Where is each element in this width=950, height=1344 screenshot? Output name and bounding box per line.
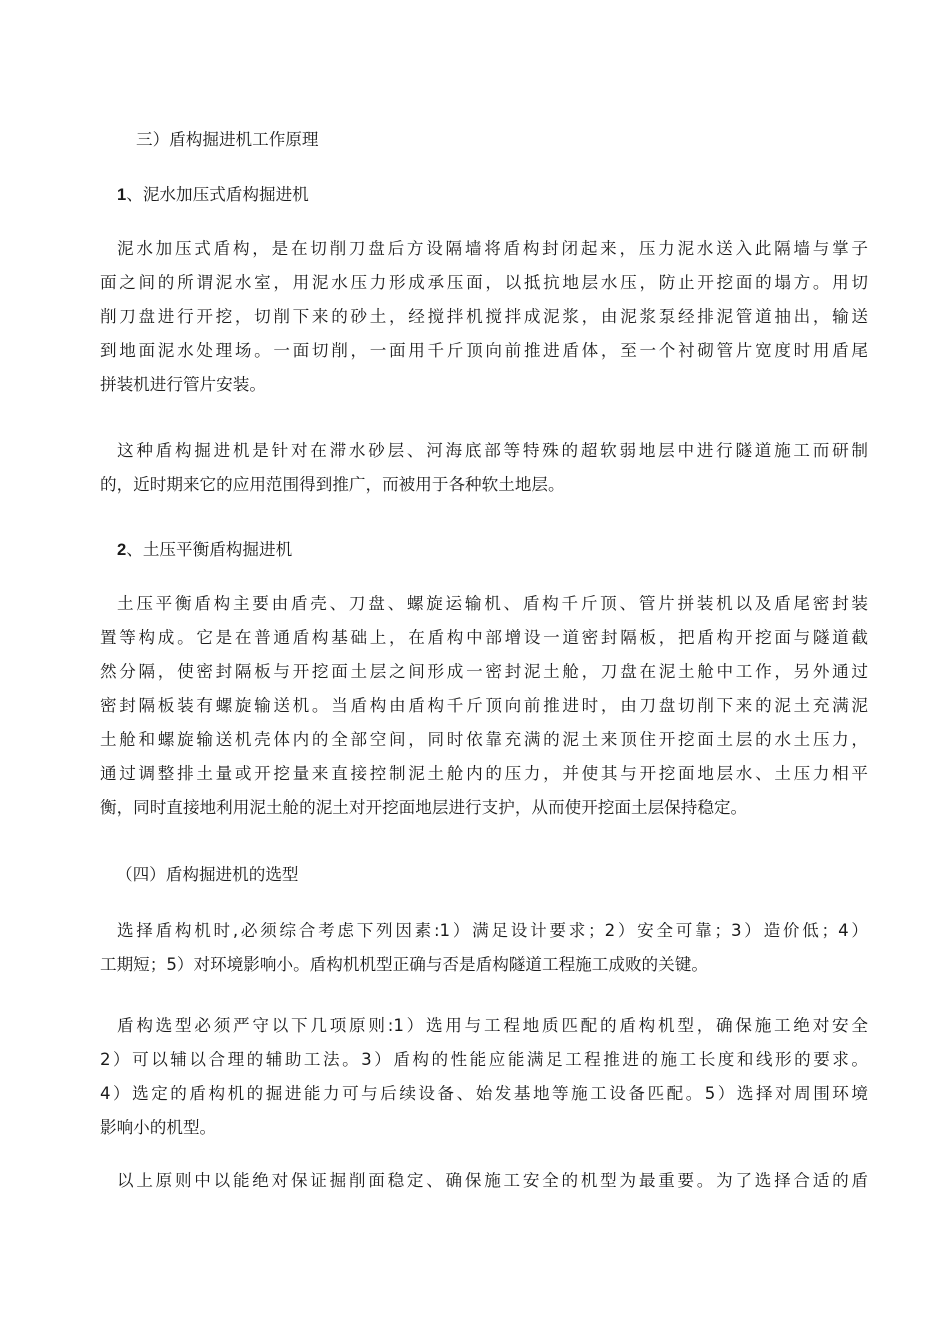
text-line: 密封隔板装有螺旋输送机。当盾构由盾构千斤顶向前推进时，由刀盘切削下来的泥土充满泥 <box>100 696 868 715</box>
text-line: 削刀盘进行开挖，切削下来的砂土，经搅拌机搅拌成泥浆，由泥浆泵经排泥管道抽出，输送 <box>100 307 868 326</box>
text-line: 以上原则中以能绝对保证掘削面稳定、确保施工安全的机型为最重要。为了选择合适的盾 <box>117 1171 868 1190</box>
paragraph-epb-shield <box>100 587 868 825</box>
text-line: 影响小的机型。 <box>100 1118 217 1137</box>
text-line: 面之间的所谓泥水室，用泥水压力形成承压面，以抵抗地层水压，防止开挖面的塌方。用切 <box>100 273 868 292</box>
text-line: 拼装机进行管片安装。 <box>100 375 266 394</box>
subsection-number: 1 <box>117 185 127 204</box>
text-line: 这种盾构掘进机是针对在滞水砂层、河海底部等特殊的超软弱地层中进行隧道施工而研制 <box>117 441 868 460</box>
text-line: 衡，同时直接地利用泥土舱的泥土对开挖面地层进行支护，从而使开挖面土层保持稳定。 <box>100 798 748 817</box>
text-line: 2）可以辅以合理的辅助工法。3）盾构的性能应能满足工程推进的施工长度和线形的要求。 <box>100 1050 868 1069</box>
text-line: 的，近时期来它的应用范围得到推广，而被用于各种软土地层。 <box>100 475 565 494</box>
subsection-heading-2 <box>117 533 292 567</box>
subsection-title: 、土压平衡盾构掘进机 <box>126 540 293 559</box>
text-line: 4）选定的盾构机的掘进能力可与后续设备、始发基地等施工设备匹配。5）选择对周围环境 <box>100 1084 868 1103</box>
text-line: 选择盾构机时,必须综合考虑下列因素:1）满足设计要求；2）安全可靠；3）造价低；4） <box>117 921 868 940</box>
text-line: 土舱和螺旋输送机壳体内的全部空间，同时依靠充满的泥土来顶住开挖面土层的水土压力， <box>100 730 868 749</box>
text-line: 然分隔，使密封隔板与开挖面土层之间形成一密封泥土舱，刀盘在泥土舱中工作，另外通过 <box>100 662 868 681</box>
paragraph-selection-factors <box>100 914 868 982</box>
subsection-number: 2 <box>117 540 127 559</box>
text-line: 置等构成。它是在普通盾构基础上，在盾构中部增设一道密封隔板，把盾构开挖面与隧道截 <box>100 628 868 647</box>
section-heading-4: （四）盾构掘进机的选型 <box>116 865 299 884</box>
section-heading-3: 三）盾构掘进机工作原理 <box>136 130 319 149</box>
text-line: 工期短；5）对环境影响小。盾构机机型正确与否是盾构隧道工程施工成败的关键。 <box>100 955 708 974</box>
paragraph-slurry-shield <box>100 232 868 402</box>
paragraph-selection-principles <box>100 1009 868 1145</box>
text-line: 盾构选型必须严守以下几项原则:1）选用与工程地质匹配的盾构机型，确保施工绝对安全 <box>117 1016 868 1035</box>
text-line: 泥水加压式盾构，是在切削刀盘后方设隔墙将盾构封闭起来，压力泥水送入此隔墙与掌子 <box>117 239 868 258</box>
subsection-title: 、泥水加压式盾构掘进机 <box>126 185 309 204</box>
paragraph-most-important <box>100 1164 868 1198</box>
subsection-heading-1 <box>117 178 309 212</box>
text-line: 到地面泥水处理场。一面切削，一面用千斤顶向前推进盾体，至一个衬砌管片宽度时用盾尾 <box>100 341 868 360</box>
paragraph-slurry-application <box>100 434 868 502</box>
text-line: 土压平衡盾构主要由盾壳、刀盘、螺旋运输机、盾构千斤顶、管片拼装机以及盾尾密封装 <box>117 594 868 613</box>
text-line: 通过调整排土量或开挖量来直接控制泥土舱内的压力，并使其与开挖面地层水、土压力相平 <box>100 764 868 783</box>
